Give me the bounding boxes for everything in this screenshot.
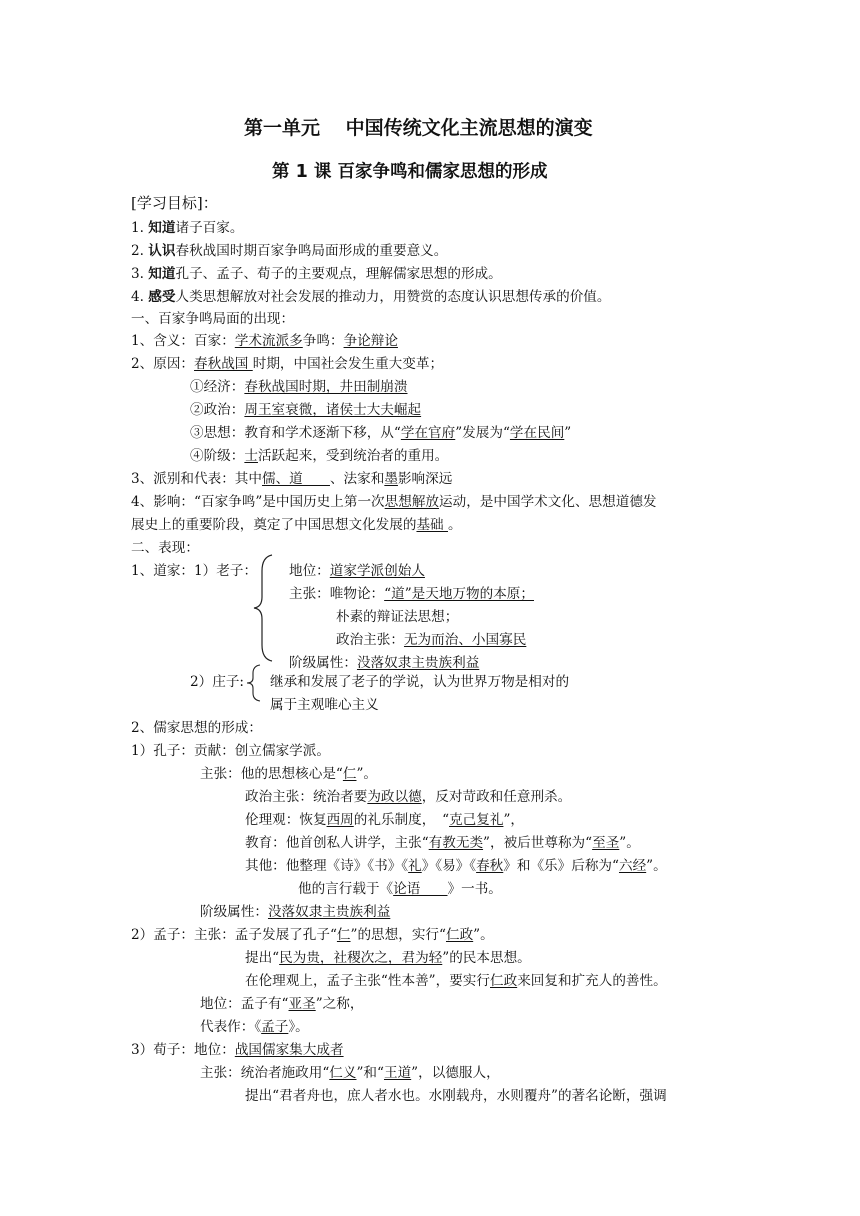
text-segment: ”，以德服人，: [411, 1065, 500, 1081]
text-segment: 时期，中国社会发生重大变革；: [252, 356, 444, 372]
goal-rest: 孔子、孟子、荀子的主要观点，理解儒家思想的形成。: [175, 266, 502, 282]
goal-item: [131, 264, 502, 284]
text-segment: 运动，是中国学术文化、思想道德发: [439, 494, 657, 510]
text-segment: ”的思想，实行“: [350, 927, 446, 943]
text-segment: ”。: [473, 927, 494, 943]
text-segment: ”和“: [356, 1065, 384, 1081]
unit-title: 第一单元 中国传统文化主流思想的演变: [244, 117, 593, 139]
text-segment: 在伦理观上，孟子主张“性本善”，要实行: [245, 973, 490, 989]
goal-verb: 知道: [148, 220, 176, 236]
answer-blank: 战国儒家集大成者: [234, 1042, 344, 1058]
answer-blank: 基础: [416, 517, 448, 533]
text-line-l2: [131, 354, 443, 374]
text-line-d1d: [336, 630, 526, 650]
goal-n: 1.: [131, 220, 149, 236]
answer-blank: 仁: [336, 927, 351, 943]
answer-blank: 春秋: [476, 858, 504, 874]
answer-blank: 墨: [384, 471, 398, 487]
text-segment: ”发展为“: [455, 425, 510, 441]
text-segment: 他的言行载于《: [298, 881, 394, 897]
text-segment: 提出“: [245, 950, 280, 966]
zhuangzi-brace: [243, 663, 265, 703]
text-segment: ”的民本思想。: [442, 950, 531, 966]
text-line-s2-head: 二、表现：: [131, 540, 199, 556]
text-line-m4: [200, 994, 363, 1014]
text-line-k1: [200, 764, 377, 784]
text-segment: ”。: [356, 766, 378, 782]
answer-blank: 礼: [408, 858, 422, 874]
text-line-d2b: 属于主观唯心主义: [270, 697, 379, 713]
text-line-l1: [131, 331, 398, 351]
text-line-m5: [200, 1017, 309, 1037]
text-segment: ②政治：: [190, 402, 245, 418]
answer-blank: 仁政: [490, 973, 518, 989]
text-segment: 活跃起来，受到统治者的重用。: [257, 448, 449, 464]
text-line-d1b: [289, 584, 534, 604]
text-line-l2d: [190, 446, 448, 466]
answer-blank: 西周: [326, 812, 354, 828]
answer-blank: “道”是天地万物的本原；: [384, 586, 534, 602]
text-line-d1a: [289, 561, 425, 581]
text-line-l4a: [131, 492, 657, 512]
text-segment: 其他：他整理《诗》《书》《: [245, 858, 409, 874]
answer-blank: 春秋战国: [194, 356, 253, 372]
text-line-x3: 提出“君者舟也，庶人者水也。水刚载舟，水则覆舟”的著名论断，强调: [245, 1088, 667, 1104]
goal-verb: 认识: [148, 243, 176, 259]
text-segment: ③思想：教育和学术逐渐下移，从“: [190, 425, 401, 441]
text-line-d1c: 朴素的辩证法思想；: [336, 609, 459, 625]
goal-item: [131, 218, 243, 238]
answer-blank: 争论辩论: [343, 333, 398, 349]
goal-item: [131, 287, 610, 307]
text-line-r-head: 2、儒家思想的形成：: [131, 720, 262, 736]
text-line-k3: [245, 810, 524, 830]
text-segment: 主张：唯物论：: [289, 586, 385, 602]
text-segment: ”: [564, 425, 572, 441]
goal-n: 2.: [131, 243, 149, 259]
answer-blank: 仁: [342, 766, 357, 782]
text-line-d2a: 继承和发展了老子的学说，认为世界万物是相对的: [270, 674, 570, 690]
text-segment: 2）孟子：主张：孟子发展了孔子“: [131, 927, 337, 943]
text-segment: 》一书。: [447, 881, 502, 897]
text-line-m2: [245, 948, 531, 968]
answer-blank: 为政以德: [367, 789, 422, 805]
text-segment: 》《易》《: [421, 858, 477, 874]
text-segment: 争鸣：: [302, 333, 344, 349]
text-segment: ”。: [619, 835, 640, 851]
answer-blank: 儒、道: [262, 471, 330, 487]
answer-blank: 士: [244, 448, 258, 464]
text-segment: 3）荀子：地位：: [131, 1042, 235, 1058]
text-segment: ”，被后世尊称为“: [483, 835, 593, 851]
answer-blank: 论语: [393, 881, 448, 897]
text-line-l2b: [190, 400, 421, 420]
text-line-x1: [131, 1040, 344, 1060]
text-segment: 阶级属性：: [289, 655, 357, 671]
text-line-d1e: [289, 653, 479, 673]
laozi-brace: [250, 553, 280, 663]
answer-blank: 仁政: [445, 927, 474, 943]
text-segment: 2、原因：: [131, 356, 195, 372]
text-segment: 阶级属性：: [200, 904, 268, 920]
text-line-k7: [200, 902, 390, 922]
answer-blank: 孟子: [261, 1019, 289, 1035]
text-line-k0: 1）孔子：贡献：创立儒家学派。: [131, 743, 330, 759]
text-line-m1: [131, 925, 494, 945]
goal-rest: 诸子百家。: [175, 220, 244, 236]
lesson-title: 第 1 课 百家争鸣和儒家思想的形成: [272, 162, 548, 182]
text-segment: 。: [447, 517, 462, 533]
goal-rest: 春秋战国时期百家争鸣局面形成的重要意义。: [175, 243, 448, 259]
text-segment: ”之称，: [315, 996, 364, 1012]
text-segment: 政治主张：: [336, 632, 404, 648]
text-segment: 伦理观：恢复: [245, 812, 327, 828]
answer-blank: 王道: [383, 1065, 412, 1081]
goal-item: [131, 241, 447, 261]
goal-rest: 人类思想解放对社会发展的推动力，用赞赏的态度认识思想传承的价值。: [175, 289, 611, 305]
text-line-k4: [245, 833, 640, 853]
goals-heading: [学习目标]：: [131, 194, 218, 212]
text-segment: 》。: [288, 1019, 309, 1035]
goal-verb: 知道: [148, 266, 176, 282]
text-line-k5: [245, 856, 667, 876]
answer-blank: 没落奴隶主贵族利益: [356, 655, 480, 671]
text-segment: 地位：孟子有“: [200, 996, 289, 1012]
text-segment: 的礼乐制度， “: [353, 812, 450, 828]
answer-blank: 没落奴隶主贵族利益: [267, 904, 391, 920]
goal-verb: 感受: [148, 289, 176, 305]
answer-blank: 克己复礼: [449, 812, 504, 828]
answer-blank: 有教无类: [428, 835, 484, 851]
text-line-l4b: [131, 515, 462, 535]
text-segment: 代表作：《: [200, 1019, 262, 1035]
answer-blank: 学在民间: [509, 425, 565, 441]
text-segment: 展史上的重要阶段，奠定了中国思想文化发展的: [131, 517, 417, 533]
text-line-l3: [131, 469, 452, 489]
text-segment: 》和《乐》后称为“: [503, 858, 619, 874]
answer-blank: 民为贵，社稷次之，君为轻: [279, 950, 443, 966]
text-line-k2: [245, 787, 571, 807]
text-line-x2: [200, 1063, 500, 1083]
goal-n: 3.: [131, 266, 149, 282]
text-segment: ④阶级：: [190, 448, 245, 464]
text-segment: ①经济：: [190, 379, 245, 395]
text-segment: 教育：他首创私人讲学，主张“: [245, 835, 429, 851]
answer-blank: 道家学派创始人: [329, 563, 425, 579]
answer-blank: 学术流派多: [234, 333, 303, 349]
text-segment: 政治主张：统治者要: [245, 789, 368, 805]
answer-blank: 仁义: [329, 1065, 357, 1081]
answer-blank: 春秋战国时期，井田制崩溃: [244, 379, 408, 395]
text-segment: 影响深远: [397, 471, 453, 487]
answer-blank: 无为而治、小国寡民: [403, 632, 527, 648]
text-segment: ”，: [503, 812, 524, 828]
answer-blank: 周王室衰微，诸侯士大夫崛起: [244, 402, 422, 418]
answer-blank: 至圣: [592, 835, 620, 851]
answer-blank: 亚圣: [288, 996, 316, 1012]
answer-blank: 思想解放: [384, 494, 440, 510]
text-line-m3: [245, 971, 667, 991]
text-segment: 主张：他的思想核心是“: [200, 766, 343, 782]
goal-n: 4.: [131, 289, 149, 305]
text-segment: 1、含义：百家：: [131, 333, 235, 349]
text-segment: ”。: [646, 858, 667, 874]
text-line-l2a: [190, 377, 408, 397]
text-segment: ，反对苛政和任意刑杀。: [421, 789, 572, 805]
text-segment: 、法家和: [329, 471, 385, 487]
text-line-l2c: [190, 423, 571, 443]
text-line-k6: [298, 879, 502, 899]
text-segment: 4、影响：“百家争鸣”是中国历史上第一次: [131, 494, 385, 510]
text-line-s1-head: 一、百家争鸣局面的出现：: [131, 311, 295, 327]
answer-blank: 学在官府: [400, 425, 456, 441]
text-segment: 来回复和扩充人的善性。: [517, 973, 667, 989]
text-segment: 主张：统治者施政用“: [200, 1065, 330, 1081]
text-line-d1: 1、道家：1）老子：: [131, 563, 258, 579]
answer-blank: 六经: [618, 858, 647, 874]
text-segment: 地位：: [289, 563, 330, 579]
text-line-d2: 2）庄子:: [190, 674, 245, 690]
text-segment: 3、派别和代表：其中: [131, 471, 262, 487]
